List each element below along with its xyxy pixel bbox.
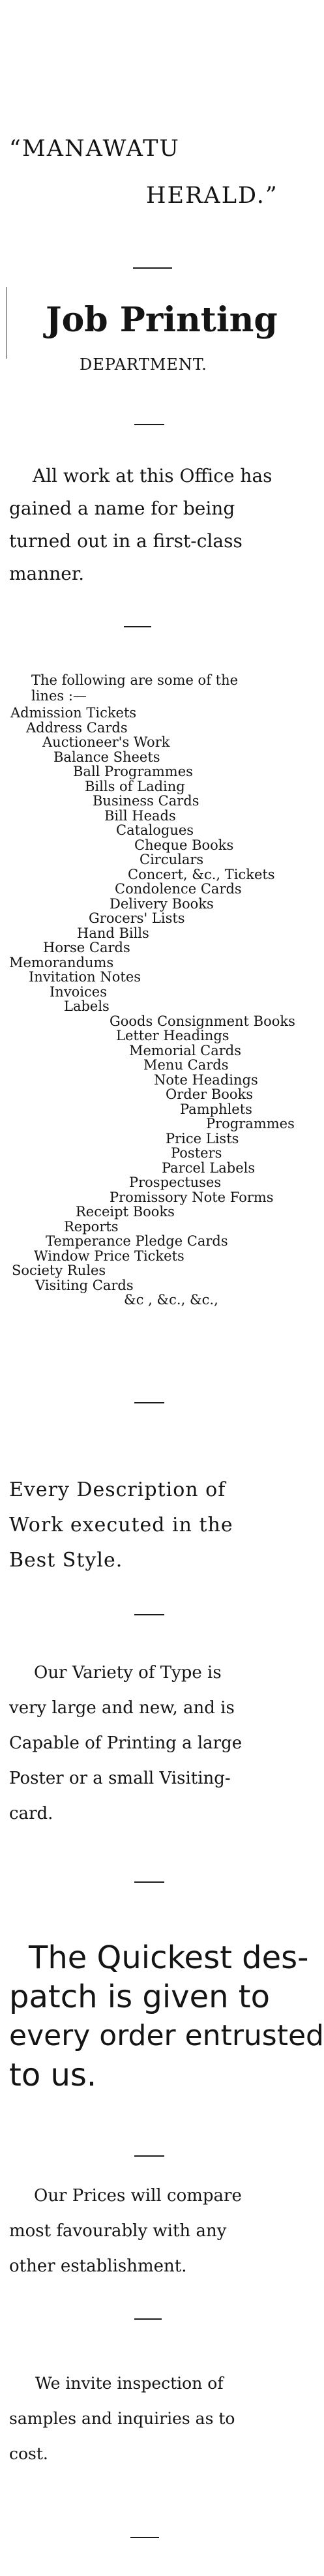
list-item: Business Cards bbox=[93, 793, 199, 809]
list-item: Window Price Tickets bbox=[34, 1248, 184, 1264]
list-item: Prospectuses bbox=[129, 1175, 222, 1190]
type-line: Poster or a small Visiting- bbox=[9, 1769, 231, 1788]
list-intro: The following are some of the bbox=[31, 672, 239, 688]
list-item: Temperance Pledge Cards bbox=[46, 1233, 228, 1249]
intro-line: All work at this Office has bbox=[33, 465, 272, 487]
list-item: Delivery Books bbox=[110, 896, 214, 912]
list-item: Hand Bills bbox=[77, 925, 149, 941]
list-item: Society Rules bbox=[12, 1263, 106, 1278]
prices-paragraph bbox=[9, 2178, 278, 2284]
intro-line: turned out in a first-class bbox=[9, 530, 243, 552]
divider bbox=[134, 2155, 164, 2157]
list-item: Auctioneer's Work bbox=[42, 734, 170, 750]
style-line: Best Style. bbox=[9, 1549, 123, 1572]
intro-line: manner. bbox=[9, 563, 85, 584]
divider bbox=[133, 267, 172, 269]
section-title: Job Printing bbox=[46, 300, 278, 340]
section-subtitle: DEPARTMENT. bbox=[80, 355, 207, 374]
list-item: Admission Tickets bbox=[10, 705, 137, 721]
style-line: Work executed in the bbox=[9, 1514, 233, 1536]
list-item: Reports bbox=[64, 1219, 119, 1235]
divider bbox=[134, 2318, 162, 2320]
divider bbox=[134, 1881, 164, 1883]
list-item: Concert, &c., Tickets bbox=[128, 867, 275, 882]
type-line: Capable of Printing a large bbox=[9, 1733, 243, 1753]
list-item: Invitation Notes bbox=[29, 969, 141, 985]
despatch-paragraph bbox=[9, 1938, 324, 2095]
despatch-line: to us. bbox=[9, 2057, 97, 2093]
divider bbox=[124, 626, 151, 627]
invite-line: cost. bbox=[9, 2444, 48, 2463]
list-item: Pamphlets bbox=[180, 1101, 252, 1117]
intro-line: gained a name for being bbox=[9, 498, 235, 519]
list-item: Bills of Lading bbox=[85, 779, 185, 794]
list-item: Ball Programmes bbox=[73, 764, 193, 779]
divider bbox=[130, 2537, 159, 2538]
list-item: Horse Cards bbox=[43, 940, 130, 955]
style-line: Every Description of bbox=[9, 1478, 226, 1501]
despatch-line: patch is given to bbox=[9, 1979, 270, 2015]
list-item: Promissory Note Forms bbox=[110, 1190, 274, 1205]
invite-line: We invite inspection of bbox=[35, 2374, 224, 2393]
list-item: Bill Heads bbox=[104, 808, 176, 824]
divider bbox=[134, 424, 164, 425]
list-item: Parcel Labels bbox=[162, 1160, 256, 1176]
list-item: &c , &c., &c., bbox=[124, 1292, 218, 1308]
masthead-line-2: HERALD.” bbox=[146, 183, 278, 209]
type-line: very large and new, and is bbox=[9, 1698, 235, 1718]
list-item: Goods Consignment Books bbox=[110, 1013, 295, 1029]
prices-line: most favourably with any bbox=[9, 2221, 227, 2241]
list-item: Circulars bbox=[140, 852, 204, 867]
list-item: Catalogues bbox=[116, 822, 194, 838]
list-item: Cheque Books bbox=[134, 837, 234, 853]
list-item: Order Books bbox=[166, 1086, 254, 1102]
list-item: Invoices bbox=[50, 984, 108, 1000]
list-item: Price Lists bbox=[166, 1131, 239, 1146]
divider bbox=[134, 1402, 164, 1403]
list-item: Visiting Cards bbox=[35, 1278, 134, 1293]
type-line: card. bbox=[9, 1804, 53, 1823]
despatch-line: every order entrusted bbox=[9, 2019, 324, 2052]
type-line: Our Variety of Type is bbox=[34, 1663, 222, 1683]
style-paragraph bbox=[9, 1473, 278, 1578]
invite-paragraph bbox=[9, 2366, 278, 2472]
masthead-line-1: “MANAWATU bbox=[9, 136, 180, 162]
divider bbox=[134, 1614, 164, 1615]
list-item: Menu Cards bbox=[143, 1057, 229, 1073]
list-item: Posters bbox=[171, 1145, 222, 1161]
list-item: Memorial Cards bbox=[129, 1043, 241, 1058]
list-item: Labels bbox=[64, 998, 110, 1014]
list-item: Programmes bbox=[206, 1116, 295, 1131]
list-item: Address Cards bbox=[26, 720, 128, 736]
prices-line: Our Prices will compare bbox=[34, 2186, 242, 2206]
list-item: Receipt Books bbox=[76, 1204, 175, 1220]
list-item: Memorandums bbox=[9, 955, 114, 970]
type-paragraph bbox=[9, 1655, 278, 1831]
list-item: Balance Sheets bbox=[53, 749, 160, 765]
despatch-line: The Quickest des- bbox=[29, 1939, 309, 1976]
invite-line: samples and inquiries as to bbox=[9, 2409, 235, 2428]
list-item: Grocers' Lists bbox=[89, 910, 185, 926]
list-intro: lines :— bbox=[31, 688, 87, 704]
prices-line: other establishment. bbox=[9, 2256, 187, 2276]
intro-paragraph bbox=[9, 460, 278, 590]
list-item: Note Headings bbox=[154, 1072, 258, 1088]
list-item: Letter Headings bbox=[116, 1028, 229, 1043]
list-item: Condolence Cards bbox=[115, 881, 242, 897]
